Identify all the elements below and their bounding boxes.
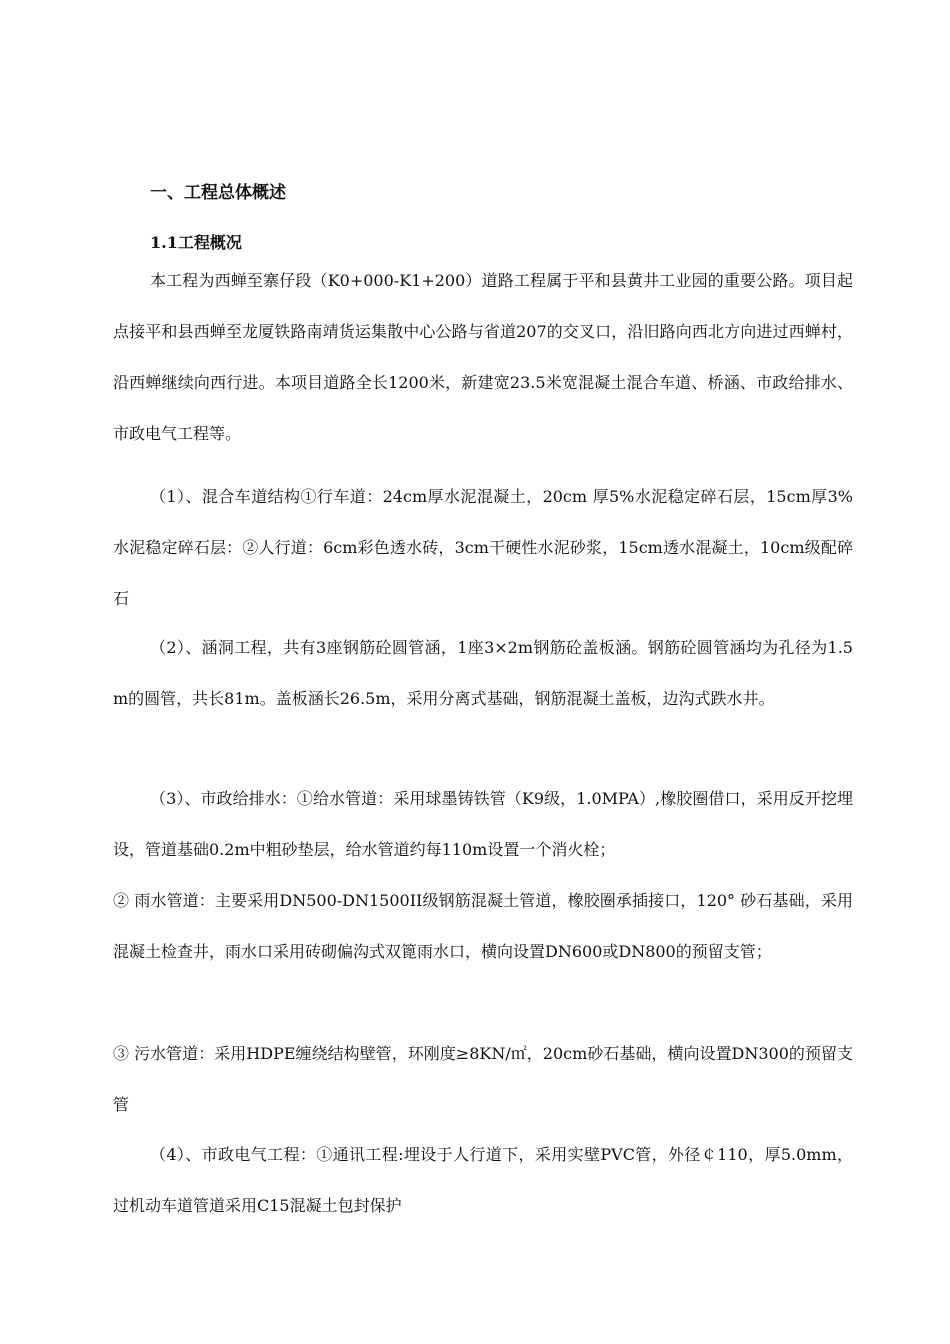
paragraph-culvert-works: （2）、涵洞工程，共有3座钢筋砼圆管涵，1座3×2m钢筋砼盖板涵。钢筋砼圆管涵均为孔径为1.5m的圆管，共长81m。盖板涵长26.5m，采用分离式基础，钢筋混凝土盖板，边沟式跌水井。 (113, 638, 853, 708)
paragraph-sewage-pipe: ③ 污水管道：采用HDPE缠绕结构壁管，环刚度≥8KN/㎡，20cm砂石基础，横向设置DN300的预留支管 (113, 1044, 853, 1114)
section-title: 一、工程总体概述 (150, 183, 286, 203)
paragraph-rainwater-pipe: ② 雨水管道：主要采用DN500-DN1500II级钢筋混凝土管道，橡胶圈承插接口，120° 砂石基础，采用混凝土检查井，雨水口采用砖砌偏沟式双篦雨水口，横向设置DN600或DN800的预留支管； (113, 891, 853, 961)
paragraph-water-supply: （3）、市政给排水：①给水管道：采用球墨铸铁管（K9级，1.0MPA）,橡胶圈借口，采用反开挖埋设，管道基础0.2m中粗砂垫层，给水管道约每110m设置一个消火栓； (113, 789, 853, 859)
paragraph-project-overview: 本工程为西蝉至寨仔段（K0+000-K1+200）道路工程属于平和县黄井工业园的重要公路。项目起点接平和县西蝉至龙厦铁路南靖货运集散中心公路与省道207的交叉口，沿旧路向西北方向进过西蝉村，沿西蝉继续向西行进。本项目道路全长1200米，新建宽23.5米宽混凝土混合车道、桥涵、市政给排水、市政电气工程等。 (113, 271, 853, 443)
paragraph-mixed-lane-structure: （1）、混合车道结构①行车道：24cm厚水泥混凝土，20cm 厚5%水泥稳定碎石层，15cm厚3%水泥稳定碎石层：②人行道：6cm彩色透水砖，3cm干硬性水泥砂浆，15cm透水混凝土，10cm级配碎石 (113, 487, 853, 608)
subsection-title: 1.1工程概况 (150, 233, 242, 252)
paragraph-electrical-works: （4）、市政电气工程：①通讯工程:埋设于人行道下，采用实壁PVC管，外径￠110，厚5.0mm，过机动车道管道采用C15混凝土包封保护 (113, 1145, 853, 1215)
